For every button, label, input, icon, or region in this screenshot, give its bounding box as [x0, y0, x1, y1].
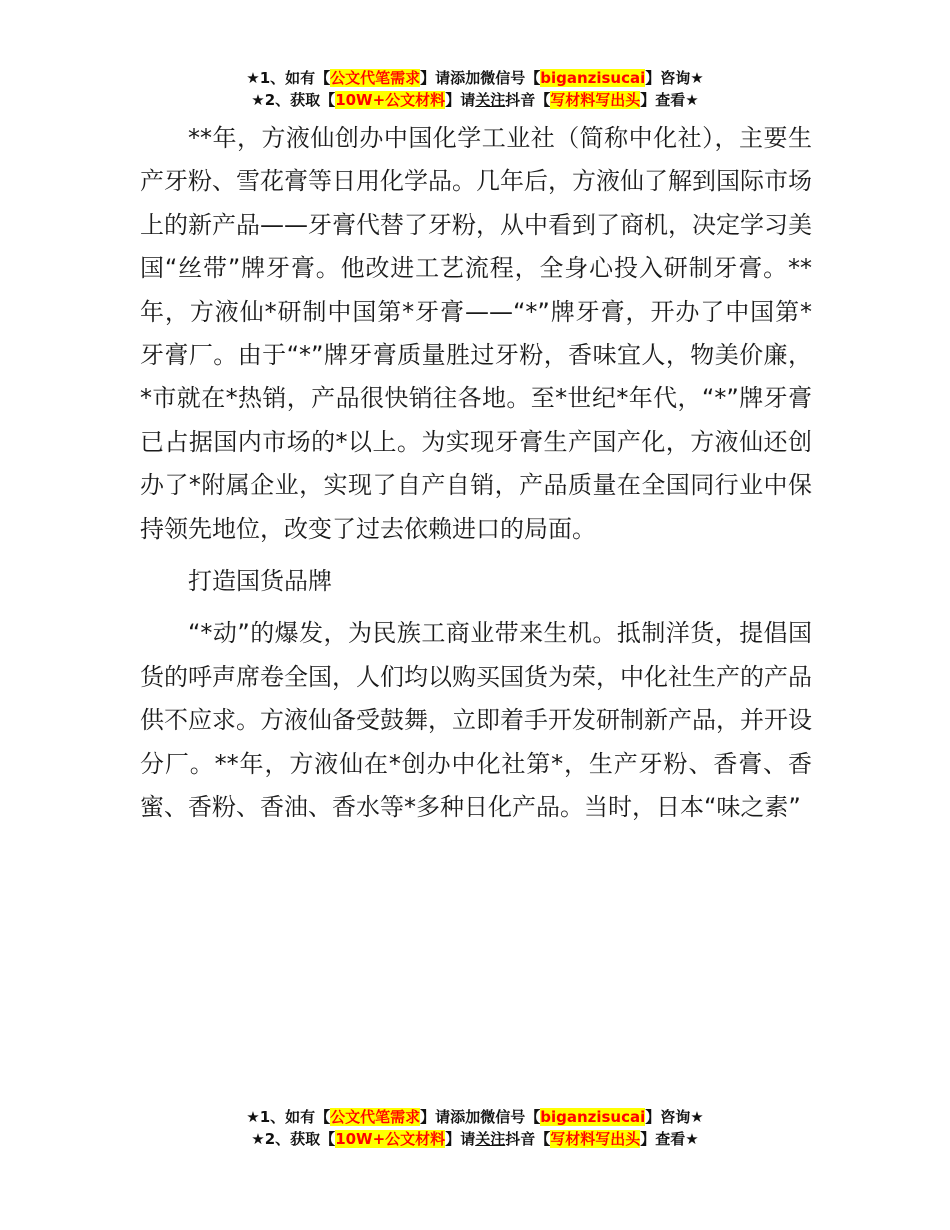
banner-text: 关注	[475, 91, 506, 109]
banner-line-1	[0, 67, 950, 89]
banner-text: ★1、如有【	[246, 1108, 331, 1126]
banner-text: 抖音【	[505, 91, 551, 109]
banner-text: 加	[465, 69, 481, 87]
banner-text: ★2、获取【	[251, 91, 336, 109]
article-body	[140, 117, 812, 839]
banner-text: 】咨询★	[645, 69, 704, 87]
banner-text: 微信号【	[480, 69, 541, 87]
banner-line-2	[0, 1128, 950, 1150]
footer-banner	[0, 1106, 950, 1150]
banner-highlight: biganzisucai	[540, 1108, 646, 1126]
banner-highlight: 公文代笔需求	[330, 1108, 421, 1126]
banner-text: 加	[465, 1108, 481, 1126]
banner-text: 关注	[475, 1130, 506, 1148]
banner-text: 】咨询★	[645, 1108, 704, 1126]
banner-text: ★2、获取【	[251, 1130, 336, 1148]
banner-text: 抖音【	[505, 1130, 551, 1148]
banner-text: 】请	[445, 1130, 476, 1148]
banner-highlight: 公文代笔需求	[330, 69, 421, 87]
banner-highlight: 10W+公文材料	[335, 91, 446, 109]
banner-highlight: 10W+公文材料	[335, 1130, 446, 1148]
banner-text: 】请	[445, 91, 476, 109]
banner-text: 】请添	[420, 1108, 466, 1126]
banner-line-2	[0, 89, 950, 111]
banner-highlight: 写材料写出头	[550, 91, 641, 109]
banner-text: 】查看★	[640, 91, 699, 109]
header-banner	[0, 67, 950, 111]
banner-highlight: biganzisucai	[540, 69, 646, 87]
banner-highlight: 写材料写出头	[550, 1130, 641, 1148]
banner-text: ★1、如有【	[246, 69, 331, 87]
paragraph: “*动”的爆发，为民族工商业带来生机。抵制洋货，提倡国货的呼声席卷全国，人们均以购买国货为荣，中化社生产的产品供不应求。方液仙备受鼓舞，立即着手开发研制新产品，并开设分厂。**年，方液仙在*创办中化社第*，生产牙粉、香膏、香蜜、香粉、香油、香水等*多种日化产品。当时，日本“味之素”	[140, 619, 812, 822]
paragraph: **年，方液仙创办中国化学工业社（简称中化社），主要生产牙粉、雪花膏等日用化学品。几年后，方液仙了解到国际市场上的新产品——牙膏代替了牙粉，从中看到了商机，决定学习美国“丝带”牌牙膏。他改进工艺流程，全身心投入研制牙膏。**年，方液仙*研制中国第*牙膏——“*”牌牙膏，开办了中国第*牙膏厂。由于“*”牌牙膏质量胜过牙粉，香味宜人，物美价廉，*市就在*热销，产品很快销往各地。至*世纪*年代，“*”牌牙膏已占据国内市场的*以上。为实现牙膏生产国产化，方液仙还创办了*附属企业，实现了自产自销，产品质量在全国同行业中保持领先地位，改变了过去依赖进口的局面。	[140, 124, 812, 543]
section-heading: 打造国货品牌	[188, 567, 332, 596]
banner-text: 微信号【	[480, 1108, 541, 1126]
banner-line-1	[0, 1106, 950, 1128]
banner-text: 】请添	[420, 69, 466, 87]
banner-text: 】查看★	[640, 1130, 699, 1148]
